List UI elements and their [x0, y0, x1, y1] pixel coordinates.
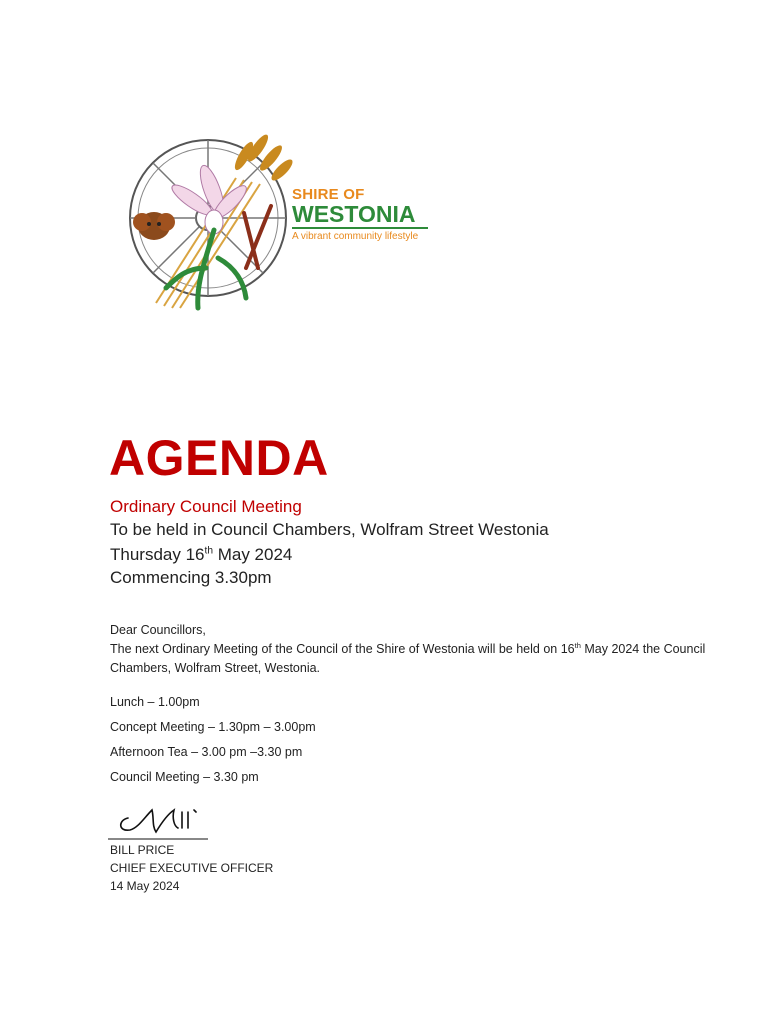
- schedule-item: Council Meeting – 3.30 pm: [110, 770, 259, 784]
- signatory-title: CHIEF EXECUTIVE OFFICER: [110, 861, 274, 875]
- logo-tagline: A vibrant community lifestyle: [292, 231, 419, 242]
- letter-body-post: May 2024 the Council Chambers, Wolfram Street, Westonia.: [110, 642, 706, 675]
- letter-body-sup: th: [574, 640, 581, 650]
- signature: [108, 804, 212, 842]
- letter-body-pre: The next Ordinary Meeting of the Council of the Shire of Westonia will be held on 16: [110, 642, 575, 656]
- meeting-venue: To be held in Council Chambers, Wolfram Street Westonia: [110, 520, 549, 539]
- meeting-date-pre: Thursday 16: [110, 545, 205, 564]
- letter-body: [110, 640, 710, 678]
- logo-westonia: WESTONIA: [292, 201, 416, 227]
- signatory-name: BILL PRICE: [110, 843, 175, 857]
- page-title: AGENDA: [109, 430, 329, 486]
- signature-icon: [108, 804, 212, 842]
- logo-shire-of: SHIRE OF: [292, 186, 365, 203]
- signoff-date: 14 May 2024: [110, 879, 180, 893]
- schedule-item: Lunch – 1.00pm: [110, 695, 200, 709]
- meeting-date-sup: th: [204, 545, 213, 557]
- schedule-item: Afternoon Tea – 3.00 pm –3.30 pm: [110, 745, 303, 759]
- schedule-item: Concept Meeting – 1.30pm – 3.00pm: [110, 720, 316, 734]
- meeting-type: Ordinary Council Meeting: [110, 497, 302, 516]
- meeting-date-post: May 2024: [213, 545, 293, 564]
- letter-salutation: Dear Councillors,: [110, 623, 206, 637]
- logo-underline: [292, 227, 428, 229]
- meeting-commencing: Commencing 3.30pm: [110, 568, 272, 587]
- meeting-date: [110, 545, 292, 565]
- logo-wordmark: [292, 186, 428, 242]
